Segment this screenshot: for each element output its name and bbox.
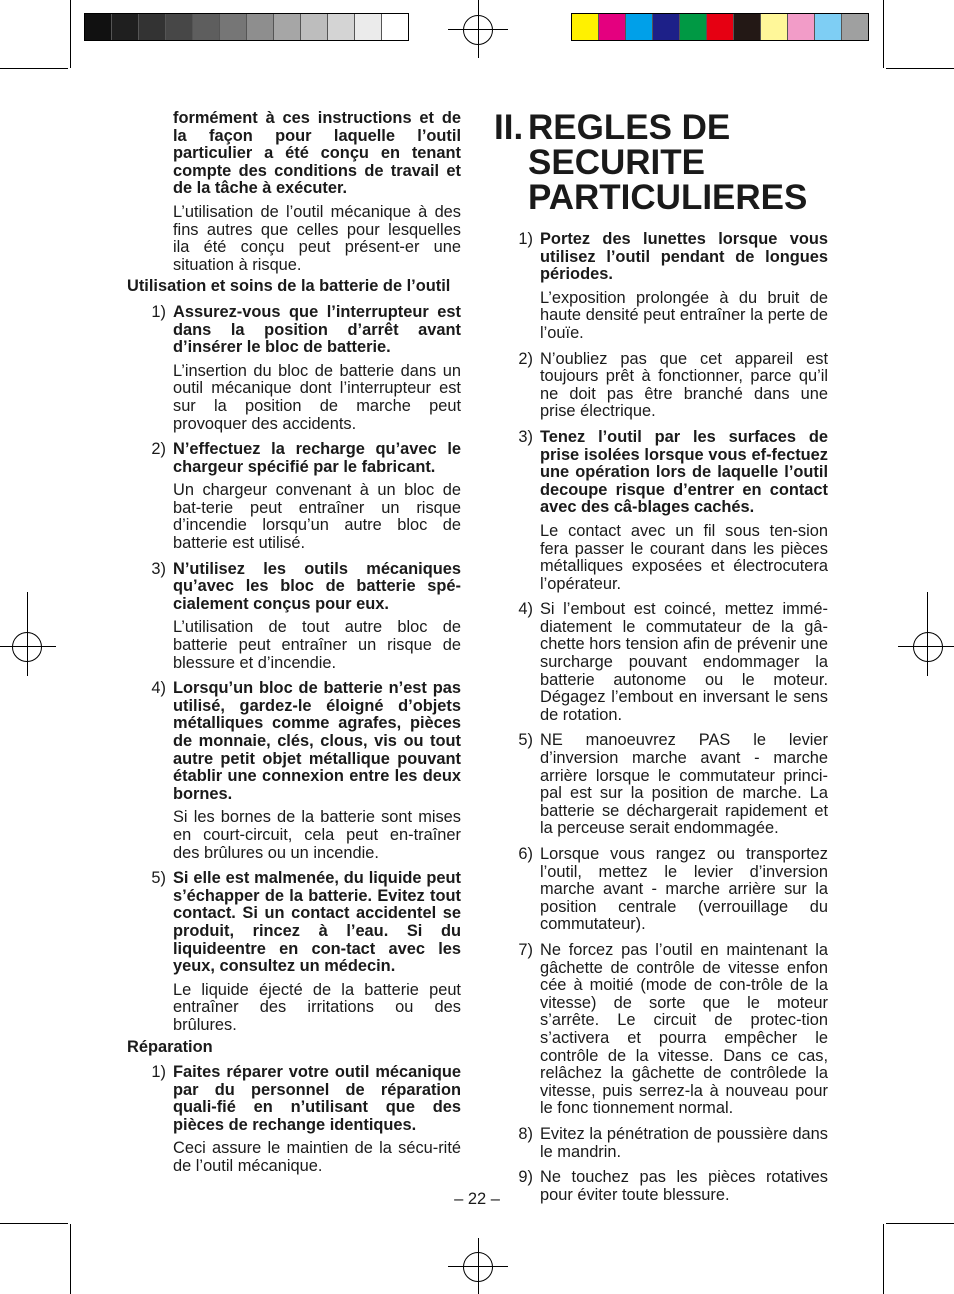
- item-number: 1): [151, 1063, 166, 1082]
- crop-mark: [70, 0, 71, 68]
- crop-mark: [886, 68, 954, 69]
- list-item: [494, 1126, 828, 1161]
- item-text: L’insertion du bloc de batterie dans un outil mécanique dont l’interrupteur est sur la position de marche peut provoquer des accidents.: [173, 361, 461, 433]
- color-swatch: [788, 14, 815, 40]
- list-item: [127, 441, 461, 553]
- section-title: [494, 110, 828, 215]
- color-swatch: [139, 14, 166, 40]
- color-swatch: [85, 14, 112, 40]
- item-warning-bold: N’effectuez la recharge qu’avec le chargeur spécifié par le fabricant.: [173, 440, 461, 476]
- list-item: [494, 732, 828, 838]
- item-number: 8): [518, 1124, 533, 1143]
- color-swatch: [707, 14, 734, 40]
- registration-mark: [927, 592, 928, 676]
- registration-mark: [0, 646, 56, 647]
- list-item: [127, 1064, 461, 1176]
- item-body: [540, 942, 828, 1118]
- item-text: Le contact avec un fil sous ten-sion fera passer le courant dans les pièces métalliques exposées et électrocutera l’opérateur.: [540, 521, 828, 593]
- list-item: [127, 304, 461, 433]
- item-text: NE manoeuvrez PAS le levier d’inversion marche avant - marche arrière lorsque le commutateur princi-pal est sur la position de marche. La batterie se déchargerait rapidement et la perceuse serait endommagée.: [540, 731, 828, 838]
- left-column: [127, 110, 461, 1176]
- intro-bold-text: formément à ces instructions et de la façon pour laquelle l’outil particulier a été conçu en tenant compte des conditions de travail et de la tâche à exécuter.: [173, 109, 461, 198]
- item-warning-bold: N’utilisez les outils mécaniques qu’avec les bloc de batterie spé-cialement conçus pour eux.: [173, 559, 461, 613]
- registration-mark: [27, 592, 28, 676]
- right-column: [494, 110, 828, 1204]
- item-number: 5): [518, 731, 533, 750]
- item-body: [540, 231, 828, 343]
- item-number: 7): [518, 940, 533, 959]
- crop-mark: [0, 68, 68, 69]
- item-warning-bold: Si elle est malmenée, du liquide peut s’échapper de la batterie. Evitez tout contact. Si un contact accidentel se produit, rincez à l’eau. Si du liquideentre en con-tact avec les yeux, consultez un médecin.: [173, 869, 461, 976]
- battery-list: [127, 304, 461, 1035]
- item-number: 6): [518, 845, 533, 863]
- page-number: – 22 –: [454, 1190, 500, 1208]
- list-item: [127, 870, 461, 1034]
- item-body: [173, 441, 461, 553]
- item-number: 9): [518, 1168, 533, 1187]
- list-item: [494, 601, 828, 724]
- item-warning-bold: Lorsqu’un bloc de batterie n’est pas utilisé, gardez-le éloigné d’objets métalliques comme agrafes, pièces de monnaie, clés, clous, vis ou tout autre petit objet métallique pouvant établir une connexion entre les deux bornes.: [173, 679, 461, 803]
- item-text: Si l’embout est coincé, mettez immé-diatement le commutateur de la gâ-chette hors tension afin de prévenir une surcharge pouvant endommager la batterie autonome ou le moteur. Dégagez l’embout en inversant le sens de rotation.: [540, 600, 828, 724]
- item-text: Ceci assure le maintien de la sécu-rité de l’outil mécanique.: [173, 1139, 461, 1176]
- item-number: 4): [518, 600, 533, 619]
- color-swatch: [626, 14, 653, 40]
- item-warning-bold: Portez des lunettes lorsque vous utilisez l’outil pendant de longues périodes.: [540, 230, 828, 284]
- item-text: Un chargeur convenant à un bloc de bat-terie peut entraîner un risque d’incendie lorsqu’un autre bloc de batterie est utilisé.: [173, 481, 461, 553]
- color-swatch: [761, 14, 788, 40]
- item-warning-bold: Faites réparer votre outil mécanique par du personnel de réparation quali-fié en n’utilisant que des pièces de rechange identiques.: [173, 1063, 461, 1134]
- color-swatch: [274, 14, 301, 40]
- color-swatch: [680, 14, 707, 40]
- registration-mark: [478, 1238, 479, 1294]
- color-swatch: [815, 14, 842, 40]
- rules-list: [494, 231, 828, 1204]
- item-text: Ne forcez pas l’outil en maintenant la gâchette de contrôle de vitesse enfon cée à moitié (mode de con-trôle de la vitesse) de sorte que le moteur s’arrête. Le circuit de protec-tion s’activera et pourra empêcher le contrôle de la vitesse. Dans ce cas, relâchez la gâchette de contrôlede la vitesse, puis serrez-la à nouveau pour le fonc tionnement normal.: [540, 940, 828, 1118]
- color-swatch: [382, 14, 408, 40]
- item-body: [540, 351, 828, 421]
- section-title-text: REGLES DE SECURITE PARTICULIERES: [528, 108, 808, 217]
- item-text: Ne touchez pas les pièces rotatives pour éviter toute blessure.: [540, 1168, 828, 1204]
- crop-mark: [883, 0, 884, 68]
- list-item: [127, 680, 461, 862]
- item-body: [173, 304, 461, 433]
- item-number: 1): [151, 302, 166, 321]
- item-body: [540, 732, 828, 838]
- item-body: [173, 870, 461, 1034]
- crop-mark: [883, 1224, 884, 1294]
- color-swatch: [220, 14, 247, 40]
- color-swatch: [572, 14, 599, 40]
- color-swatch: [328, 14, 355, 40]
- repair-list: [127, 1064, 461, 1176]
- item-body: [540, 601, 828, 724]
- item-text: Si les bornes de la batterie sont mises en court-circuit, cela peut en-traîner des brûlures ou un incendie.: [173, 808, 461, 862]
- grayscale-color-bar: [84, 13, 409, 41]
- item-number: 2): [518, 349, 533, 368]
- item-body: [540, 429, 828, 593]
- list-item: [127, 561, 461, 673]
- color-swatch: [166, 14, 193, 40]
- item-body: [173, 1064, 461, 1176]
- list-item: [494, 942, 828, 1118]
- color-swatch: [355, 14, 382, 40]
- item-body: [173, 561, 461, 673]
- item-number: 3): [518, 427, 533, 446]
- item-text: Lorsque vous rangez ou transportez l’outil, mettez le levier d’inversion marche avant - marche arrière sur la position centrale (verrouillage du commutateur).: [540, 845, 828, 934]
- registration-mark: [478, 0, 479, 58]
- crop-mark: [70, 1224, 71, 1294]
- process-color-bar: [571, 13, 869, 41]
- item-body: [540, 846, 828, 934]
- item-number: 1): [518, 230, 533, 248]
- color-swatch: [301, 14, 328, 40]
- list-item: [494, 351, 828, 421]
- battery-section-heading: Utilisation et soins de la batterie de l’outil: [127, 277, 451, 296]
- color-swatch: [653, 14, 680, 40]
- item-number: 4): [151, 679, 166, 698]
- registration-mark: [898, 646, 954, 647]
- registration-mark: [913, 632, 943, 662]
- section-number: II.: [494, 108, 524, 147]
- color-swatch: [247, 14, 274, 40]
- item-number: 3): [151, 559, 166, 578]
- item-body: [173, 680, 461, 862]
- item-body: [540, 1126, 828, 1161]
- item-number: 2): [151, 440, 166, 459]
- item-number: 5): [151, 869, 166, 888]
- item-text: L’exposition prolongée à du bruit de haute densité peut entraîner la perte de l’ouïe.: [540, 288, 828, 342]
- item-text: Le liquide éjecté de la batterie peut entraîner des irritations ou des brûlures.: [173, 980, 461, 1034]
- item-text: L’utilisation de tout autre bloc de batterie peut entraîner un risque de blessure et d’incendie.: [173, 618, 461, 672]
- color-swatch: [112, 14, 139, 40]
- list-item: [494, 429, 828, 593]
- crop-mark: [0, 1223, 68, 1224]
- color-swatch: [193, 14, 220, 40]
- intro-plain-text: L’utilisation de l’outil mécanique à des fins autres que celles pour lesquelles ila été conçu peut présent-er une situation à risque.: [173, 202, 461, 274]
- item-text: N’oubliez pas que cet appareil est toujours prêt à fonctionner, parce qu’il ne doit pas être branché dans une prise électrique.: [540, 349, 828, 421]
- list-item: [494, 231, 828, 343]
- crop-mark: [886, 1223, 954, 1224]
- color-swatch: [599, 14, 626, 40]
- color-swatch: [842, 14, 868, 40]
- item-warning-bold: Assurez-vous que l’interrupteur est dans la position d’arrêt avant d’insérer le bloc de batterie.: [173, 302, 461, 357]
- item-text: Evitez la pénétration de poussière dans le mandrin.: [540, 1124, 828, 1161]
- item-warning-bold: Tenez l’outil par les surfaces de prise isolées lorsque vous ef-fectuez une opération lors de laquelle l’outil decoupe risque d’entrer en contact avec des câ-blages cachés.: [540, 427, 828, 517]
- list-item: [494, 846, 828, 934]
- color-swatch: [734, 14, 761, 40]
- repair-section-heading: Réparation: [127, 1037, 213, 1056]
